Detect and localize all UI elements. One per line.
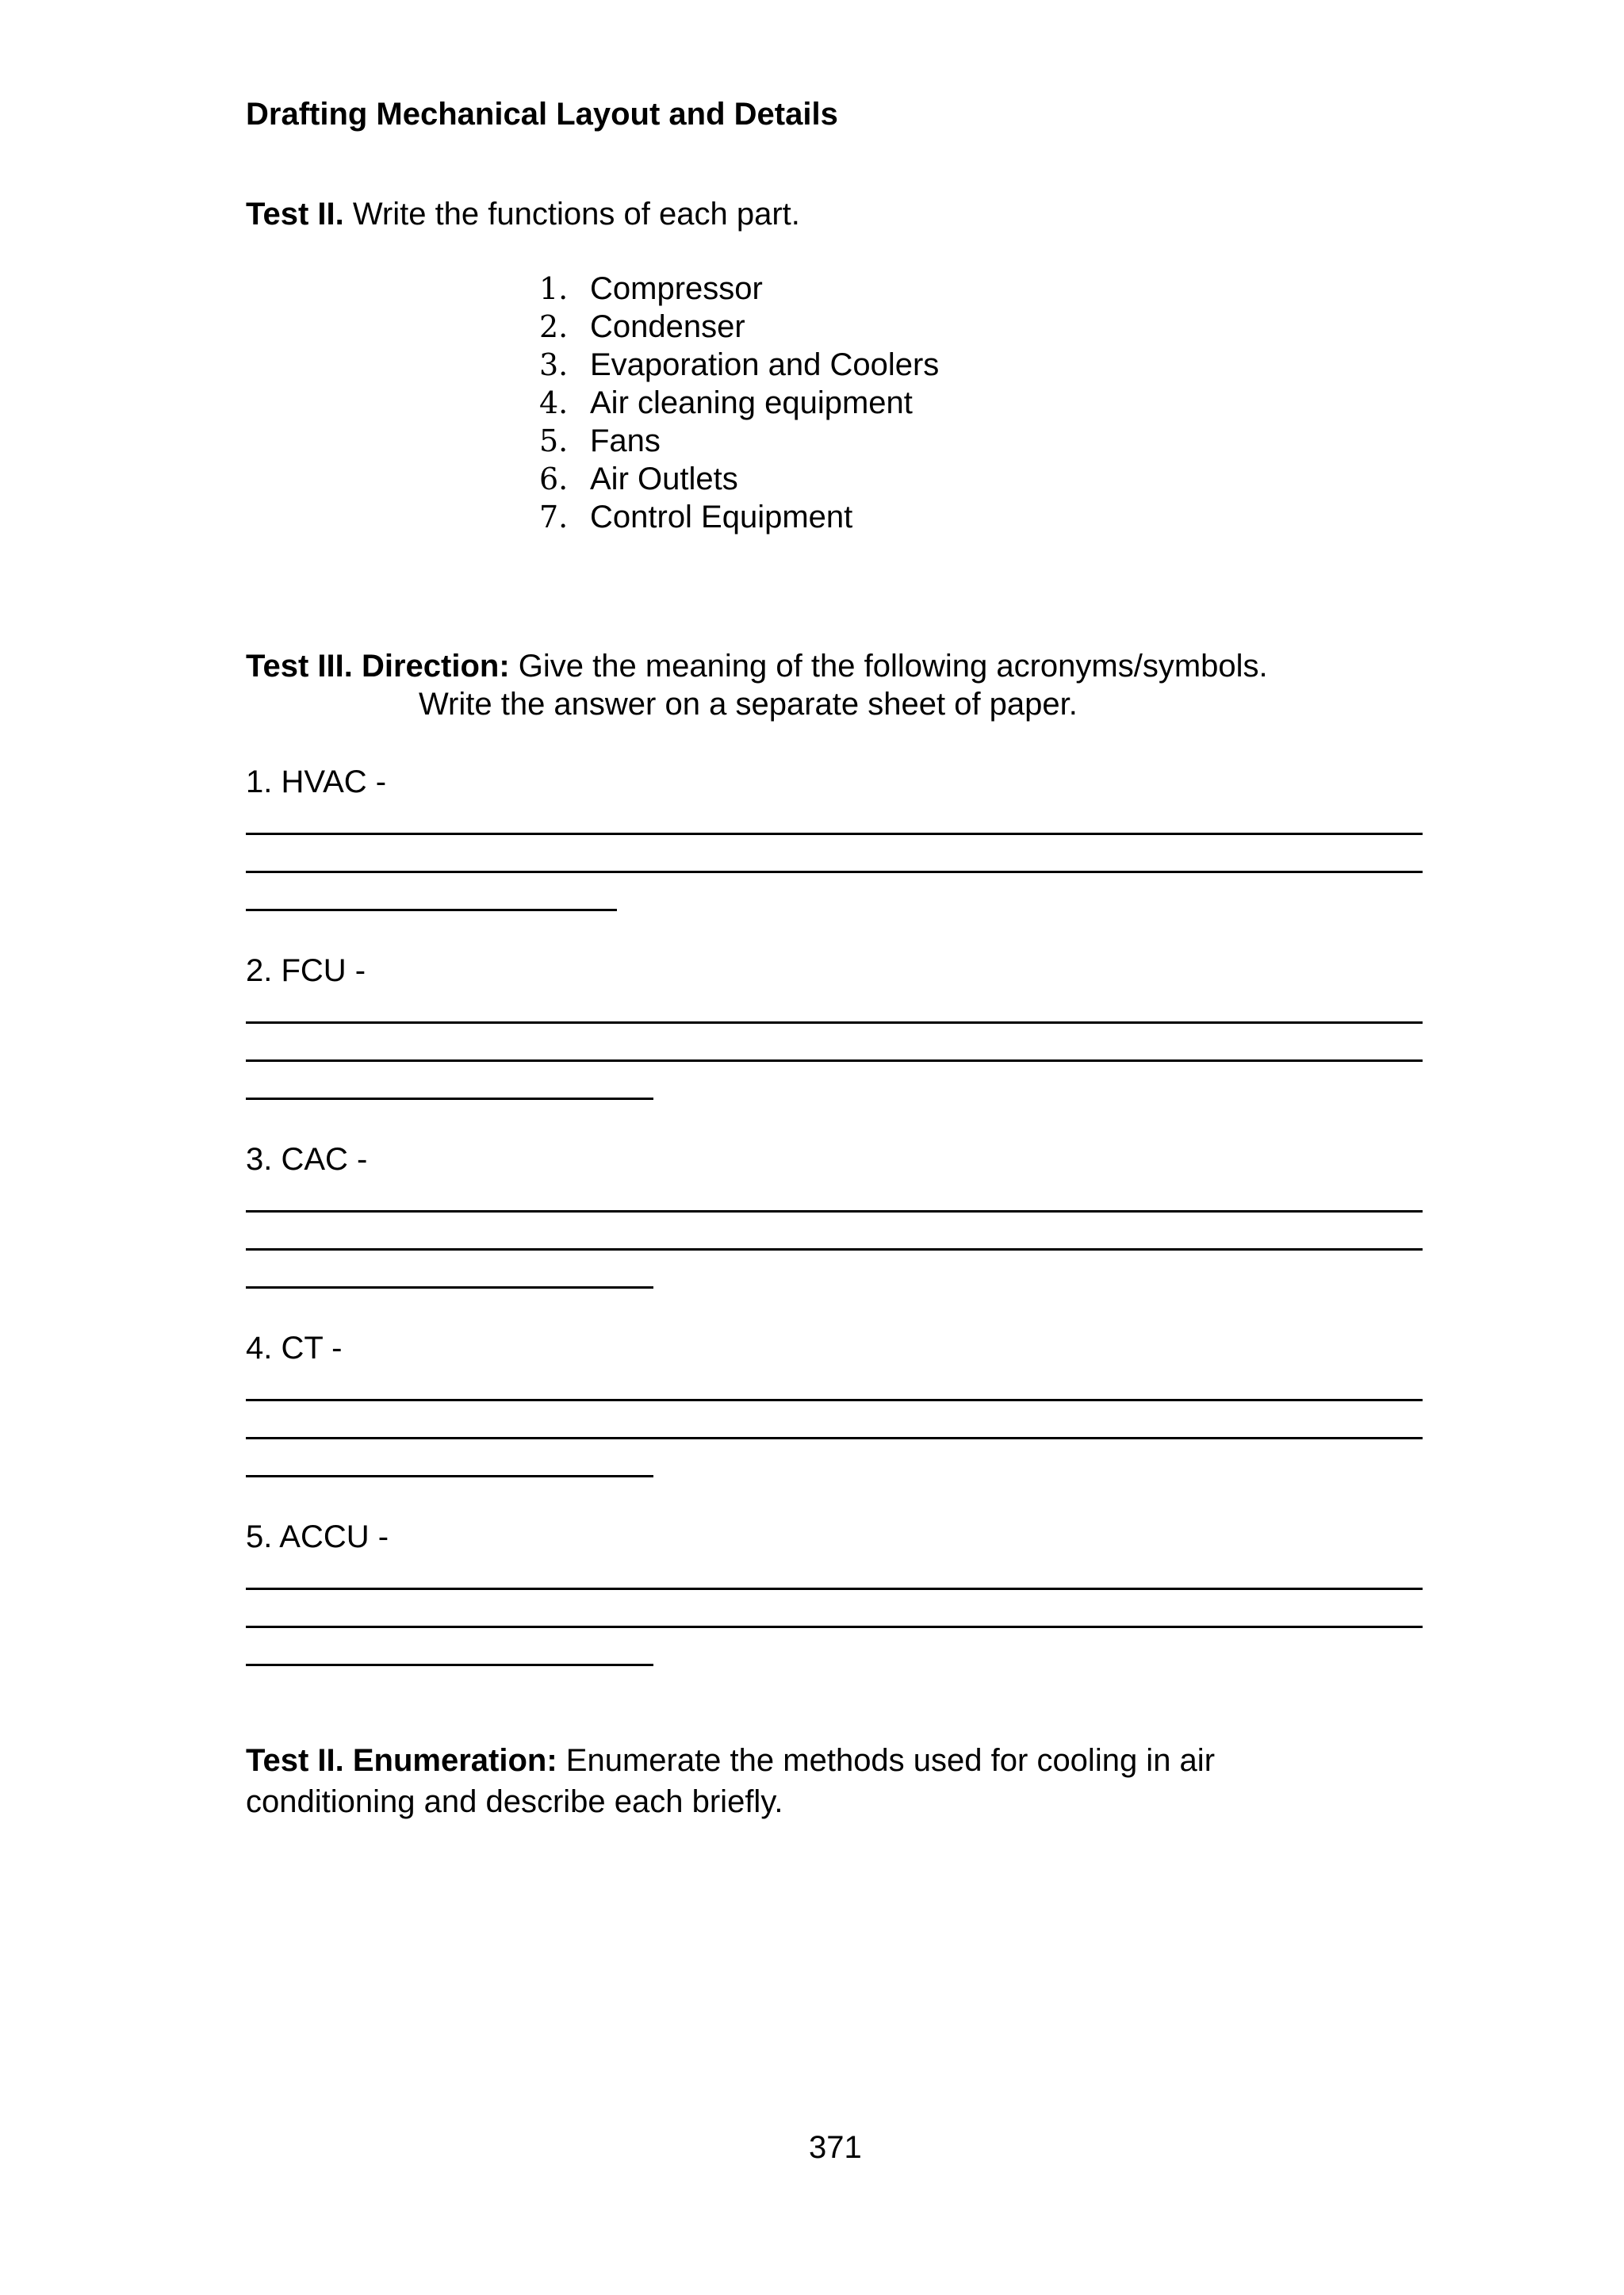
answer-line bbox=[246, 1098, 653, 1100]
answer-line bbox=[246, 1399, 1423, 1401]
test3-direction-line bbox=[246, 647, 1268, 685]
list-item-number: 1. bbox=[539, 271, 569, 306]
enumeration-text: Enumerate the methods used for cooling in air bbox=[565, 1743, 1216, 1778]
list-item-label: Condenser bbox=[590, 309, 745, 344]
answer-line bbox=[246, 1626, 1423, 1628]
answer-line bbox=[246, 1059, 1423, 1062]
list-item-label: Air cleaning equipment bbox=[590, 385, 913, 420]
enumeration-line bbox=[246, 1741, 1215, 1780]
acronym-item-label: 2. FCU - bbox=[246, 953, 366, 988]
answer-line bbox=[246, 833, 1423, 835]
list-item bbox=[539, 346, 939, 384]
answer-line bbox=[246, 1248, 1423, 1251]
list-item-label: Control Equipment bbox=[590, 500, 853, 534]
direction-label: Direction: bbox=[361, 649, 510, 684]
list-item-label: Fans bbox=[590, 423, 661, 458]
answer-line bbox=[246, 871, 1423, 873]
acronym-item-label: 3. CAC - bbox=[246, 1142, 368, 1177]
list-item bbox=[539, 498, 939, 536]
list-item-number: 5. bbox=[539, 423, 569, 458]
direction-text-continued: Write the answer on a separate sheet of paper. bbox=[419, 687, 1078, 722]
list-item bbox=[539, 422, 939, 460]
acronym-item-label: 5. ACCU - bbox=[246, 1519, 389, 1554]
acronym-item-label: 4. CT - bbox=[246, 1331, 343, 1366]
test2-instruction-line bbox=[246, 195, 800, 233]
answer-line bbox=[246, 1475, 653, 1477]
list-item-number: 7. bbox=[539, 500, 569, 534]
page-number: 371 bbox=[809, 2130, 862, 2165]
test2-instruction: Write the functions of each part. bbox=[352, 197, 800, 232]
answer-line bbox=[246, 1286, 653, 1289]
list-item-label: Air Outlets bbox=[590, 462, 738, 496]
answer-line bbox=[246, 1588, 1423, 1590]
answer-line bbox=[246, 1437, 1423, 1439]
list-item-number: 2. bbox=[539, 309, 569, 344]
answer-line bbox=[246, 1210, 1423, 1213]
list-item bbox=[539, 308, 939, 346]
list-item-label: Compressor bbox=[590, 271, 763, 306]
list-item-number: 6. bbox=[539, 462, 569, 496]
test2-label: Test II. bbox=[246, 197, 344, 232]
list-item bbox=[539, 270, 939, 308]
list-item-number: 3. bbox=[539, 347, 569, 382]
answer-line bbox=[246, 1021, 1423, 1024]
list-item bbox=[539, 460, 939, 498]
answer-line bbox=[246, 1664, 653, 1666]
acronym-item-label: 1. HVAC - bbox=[246, 764, 387, 799]
test3-label: Test III. bbox=[246, 649, 353, 684]
list-item-label: Evaporation and Coolers bbox=[590, 347, 940, 382]
page-title: Drafting Mechanical Layout and Details bbox=[246, 97, 838, 132]
list-item-number: 4. bbox=[539, 385, 569, 420]
direction-text: Give the meaning of the following acronyms/symbols. bbox=[518, 649, 1268, 684]
enumeration-label: Test II. Enumeration: bbox=[246, 1743, 557, 1778]
enumeration-text-continued: conditioning and describe each briefly. bbox=[246, 1784, 783, 1819]
parts-list bbox=[539, 270, 939, 536]
answer-line bbox=[246, 909, 617, 911]
list-item bbox=[539, 384, 939, 422]
